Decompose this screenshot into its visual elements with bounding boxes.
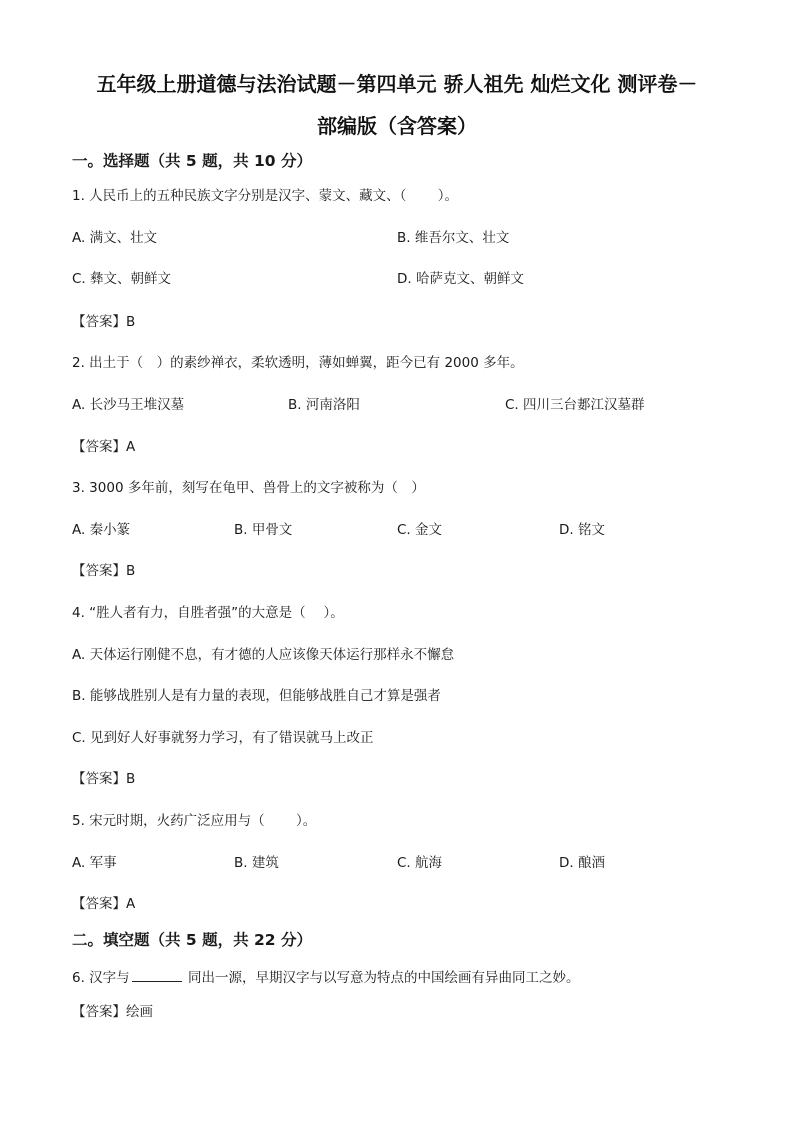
- document-title-line2: 部编版（含答案）: [317, 114, 477, 138]
- question-2-option-b: B. 河南洛阳: [288, 397, 360, 413]
- question-3-option-b: B. 甲骨文: [234, 522, 293, 538]
- question-6-stem: [72, 967, 579, 988]
- answer-label: 【答案】: [72, 896, 126, 912]
- question-5-answer: [72, 894, 135, 914]
- section-heading-fill-blank: 二。填空题（共 5 题，共 22 分）: [72, 931, 312, 949]
- question-6-stem-after: 同出一源，早期汉字与以写意为特点的中国绘画有异曲同工之妙。: [183, 970, 580, 986]
- answer-value: B: [126, 771, 136, 787]
- question-3-stem: 3. 3000 多年前，刻写在龟甲、兽骨上的文字被称为（ ）: [72, 480, 425, 496]
- answer-label: 【答案】: [72, 1004, 126, 1020]
- answer-value: 绘画: [126, 1004, 153, 1020]
- answer-label: 【答案】: [72, 439, 126, 455]
- question-4-option-b: B. 能够战胜别人是有力量的表现，但能够战胜自己才算是强者: [72, 688, 441, 704]
- question-6-stem-before: 6. 汉字与: [72, 970, 130, 986]
- answer-value: B: [126, 314, 136, 330]
- question-5-option-d: D. 酿酒: [559, 855, 605, 871]
- question-5-stem: 5. 宋元时期，火药广泛应用与（ ）。: [72, 813, 317, 829]
- question-4-answer: [72, 769, 135, 789]
- question-2-option-a: A. 长沙马王堆汉墓: [72, 397, 185, 413]
- answer-value: A: [126, 439, 136, 455]
- section-heading-choice: 一。选择题（共 5 题，共 10 分）: [72, 152, 312, 170]
- answer-value: A: [126, 896, 136, 912]
- question-3-option-c: C. 金文: [397, 522, 443, 538]
- question-5-option-a: A. 军事: [72, 855, 117, 871]
- answer-label: 【答案】: [72, 563, 126, 579]
- question-4-option-c: C. 见到好人好事就努力学习，有了错误就马上改正: [72, 730, 374, 746]
- question-4-option-a: A. 天体运行刚健不息，有才德的人应该像天体运行那样永不懈怠: [72, 647, 455, 663]
- question-6-answer: [72, 1002, 153, 1022]
- question-3-option-d: D. 铭文: [559, 522, 605, 538]
- question-1-option-a: A. 满文、壮文: [72, 230, 158, 246]
- question-1-answer: [72, 312, 135, 332]
- answer-value: B: [126, 563, 136, 579]
- question-1-option-d: D. 哈萨克文、朝鲜文: [397, 271, 524, 287]
- document-title-line1: 五年级上册道德与法治试题－第四单元 骄人祖先 灿烂文化 测评卷－: [96, 72, 698, 96]
- answer-label: 【答案】: [72, 314, 126, 330]
- question-5-option-c: C. 航海: [397, 855, 443, 871]
- question-5-option-b: B. 建筑: [234, 855, 279, 871]
- question-1-option-c: C. 彝文、朝鲜文: [72, 271, 172, 287]
- question-3-answer: [72, 561, 135, 581]
- question-1-stem: 1. 人民币上的五种民族文字分别是汉字、蒙文、藏文、（ ）。: [72, 188, 458, 204]
- question-2-option-c: C. 四川三台郪江汉墓群: [505, 397, 645, 413]
- question-4-stem: 4. “胜人者有力，自胜者强”的大意是（ ）。: [72, 605, 344, 621]
- question-3-option-a: A. 秦小篆: [72, 522, 131, 538]
- question-2-answer: [72, 437, 135, 457]
- answer-label: 【答案】: [72, 771, 126, 787]
- question-2-stem: 2. 出土于（ ）的素纱禅衣，柔软透明，薄如蝉翼，距今已有 2000 多年。: [72, 355, 524, 371]
- fill-blank-line: [132, 967, 182, 982]
- question-1-option-b: B. 维吾尔文、壮文: [397, 230, 510, 246]
